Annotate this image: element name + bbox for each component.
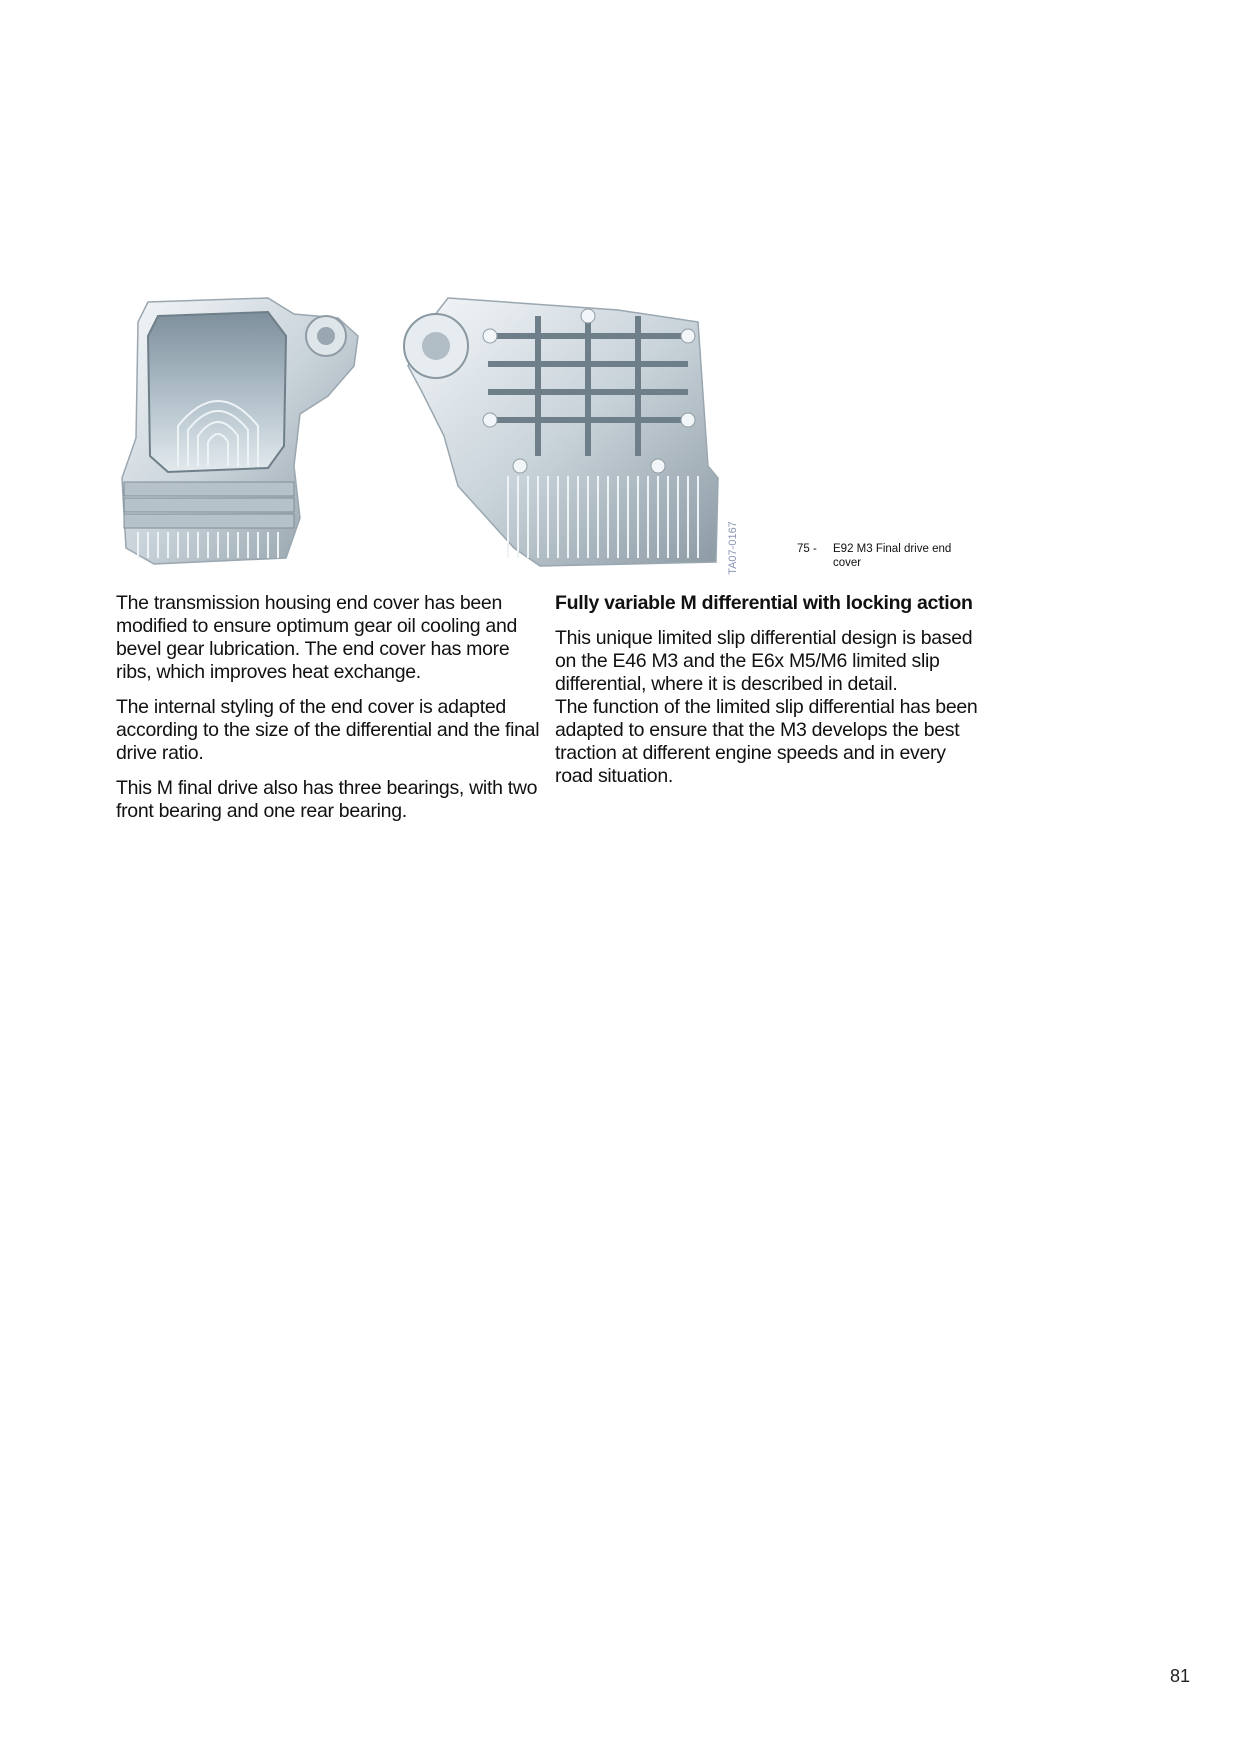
paragraph: The internal styling of the end cover is adapted according to the size of the differential and the final drive ratio.	[116, 696, 540, 764]
figure-code-text: TA07-0167	[726, 521, 739, 575]
paragraph: The function of the limited slip differential has been adapted to ensure that the M3 develops the best traction at different engine speeds and in every road situation.	[555, 696, 978, 787]
final-drive-end-cover-figure	[118, 296, 758, 578]
end-cover-illustration	[118, 296, 758, 578]
caption-number: 75 -	[797, 543, 817, 555]
paragraph: The transmission housing end cover has been modified to ensure optimum gear oil cooling and bevel gear lubrication. The end cover has more ribs, which improves heat exchange.	[116, 592, 518, 683]
paragraph: This unique limited slip differential design is based on the E46 M3 and the E6x M5/M6 limited slip differential, where it is described in detail.	[555, 627, 973, 695]
page-number: 81	[1170, 1666, 1191, 1686]
paragraph: This M final drive also has three bearings, with two front bearing and one rear bearing.	[116, 777, 538, 822]
left-column	[116, 592, 540, 835]
section-heading: Fully variable M differential with locking action	[555, 592, 973, 614]
figure-code	[728, 520, 748, 580]
right-column	[555, 592, 987, 800]
figure-caption	[797, 542, 977, 570]
cover-outer-view	[404, 298, 718, 566]
cover-inner-view	[122, 298, 358, 564]
caption-text: E92 M3 Final drive end cover	[833, 543, 952, 569]
